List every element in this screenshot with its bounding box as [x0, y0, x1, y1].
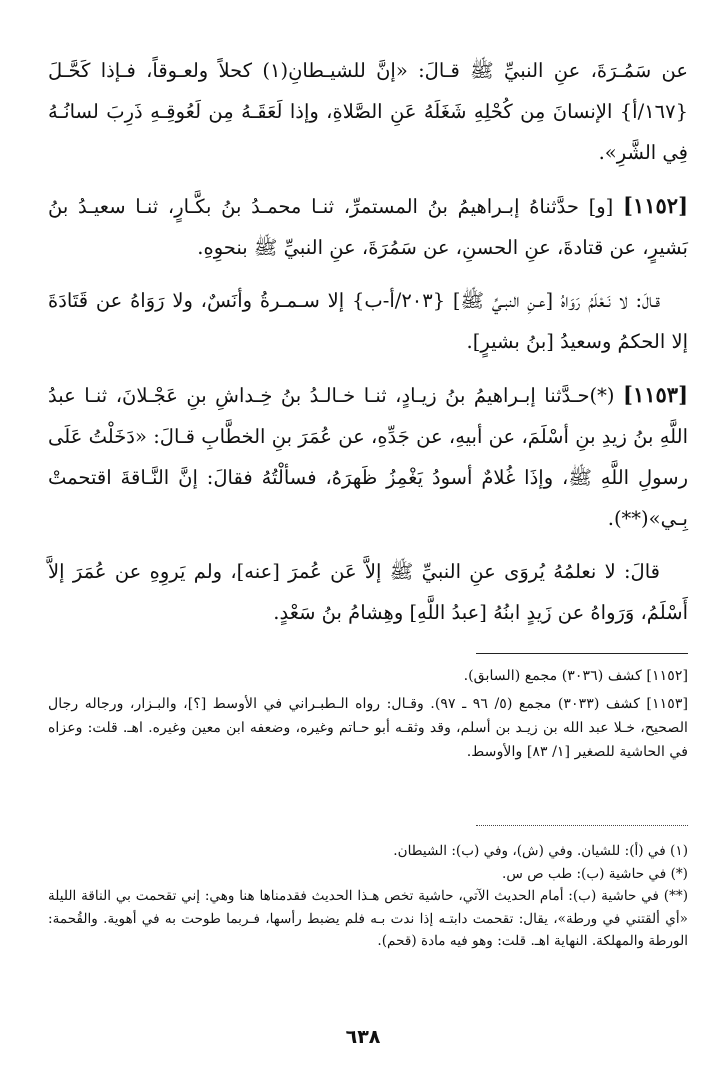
page-number: ٦٣٨: [345, 1026, 381, 1048]
hadith-number-1152: [١١٥٢]: [623, 193, 688, 218]
footnote-double-star: (**) في حاشية (ب): أمام الحديث الآتي، حاشية تخص هـذا الحديث فقدمناها هنا وهي: إني تقحمت بي الناقة الليلة «أي ألقتني في ورطة»، يقال: تقحمت دابتـه إذا ندت بـه فلم يضبط رأسها، فـربما طوحت به في أهوية. والقُحمة: الورطة والمهلكة. النهاية اهـ. قلت: وهو فيه مادة (قحم).: [48, 888, 688, 949]
note-1152: [١١٥٢] كشف (٣٠٣٦) مجمع (السابق).: [463, 668, 688, 684]
notes-divider: [476, 653, 688, 654]
footnotes-divider: [476, 825, 688, 826]
hadith-1152-text: [و] حدَّثناهُ إبـراهيمُ بنُ المستمرِّ، ثنـا محمـدُ بنُ بكَّـارٍ، ثنـا سعيـدُ بنُ بَشيرٍ، عن قتادةَ، عنِ الحسنِ، عن سَمُرَةَ، عنِ النبيِّ ﷺ بنحوِهِ.: [48, 195, 688, 259]
footnote-1: (١) في (أ): للشيان. وفي (ش)، وفي (ب): الشيطان.: [393, 843, 688, 859]
main-text: [48, 50, 688, 633]
paragraph-1152: [48, 185, 688, 268]
hadith-1153-text: (*)حـدَّثنا إبـراهيمُ بنُ زيـادٍ، ثنـا خـالـدُ بنُ خِـداشِ بنِ عَجْـلانَ، ثنـا عبدُ اللَّهِ بنُ زيدِ بنِ أسْلَمَ، عن أبيهِ، عن جَدِّهِ، عن عُمَرَ بنِ الخطَّابِ قـالَ: «دَخَلْتُ عَلَى رسولِ اللَّهِ ﷺ، وإذَا غُلامٌ أسودُ يَغْمِزُ ظَهرَهُ، فسألْتُهُ فقالَ: إنَّ النَّـاقةَ اقتحمتْ بِـي»(**).: [48, 384, 688, 530]
paragraph-1153: [48, 374, 688, 539]
paragraph-commentary-1: قـالَ: لا نَـعْلَمُ رَوَاهُ [عـنِ النبـيِّ ﷺ] {٢٠٣/أ-ب} إلا سـمـرةُ وأنَسٌ، ولا رَوَاهُ عن قَتَادَةَ إلا الحكمُ وسعيدُ [بنُ بشيرٍ].: [48, 289, 688, 353]
note-1153: [١١٥٣] كشف (٣٠٣٣) مجمع (٥/ ٩٦ ـ ٩٧). وقـال: رواه الـطبـراني في الأوسط [؟]، والبـزار، ورجاله رجال الصحيح، خـلا عبد الله بن زيـد بن أسلم، وقد وثقـه أبو حـاتم وغيره، وضعفه ابن معين وغيره. اهـ. قلت: وعزاه في الحاشية للصغير [١/ ٨٣] والأوسط.: [48, 696, 688, 760]
paragraph-1: عن سَمُـرَةَ، عنِ النبيِّ ﷺ قـالَ: «إنَّ للشيـطانِ(١) كحلاً ولعـوقاً، فـإذا كَحَّـلَ {١٦٧/أ} الإنسانَ مِن كُحْلِهِ شَغَلَهُ عَنِ الصَّلاةِ، وإذا لَعَقَـهُ مِن لَعُوقِـهِ ذَرِبَ لسانُـهُ فِي الشَّرِ».: [48, 59, 688, 164]
paragraph-commentary-2: قالَ: لا نعلمُهُ يُروَى عنِ النبيِّ ﷺ إلاَّ عَن عُمرَ [عنه]، ولم يَروِهِ عن عُمَرَ إلاَّ أَسْلَمُ، وَرَواهُ عن زَيدٍ ابنُهُ [عبدُ اللَّهِ] وهِشامُ بنُ سَعْدٍ.: [48, 560, 688, 624]
takhrij-notes: [48, 664, 688, 768]
hadith-number-1153: [١١٥٣]: [623, 382, 688, 407]
footnote-star: (*) في حاشية (ب): طب ص س.: [502, 865, 688, 882]
footnotes: [48, 840, 688, 953]
